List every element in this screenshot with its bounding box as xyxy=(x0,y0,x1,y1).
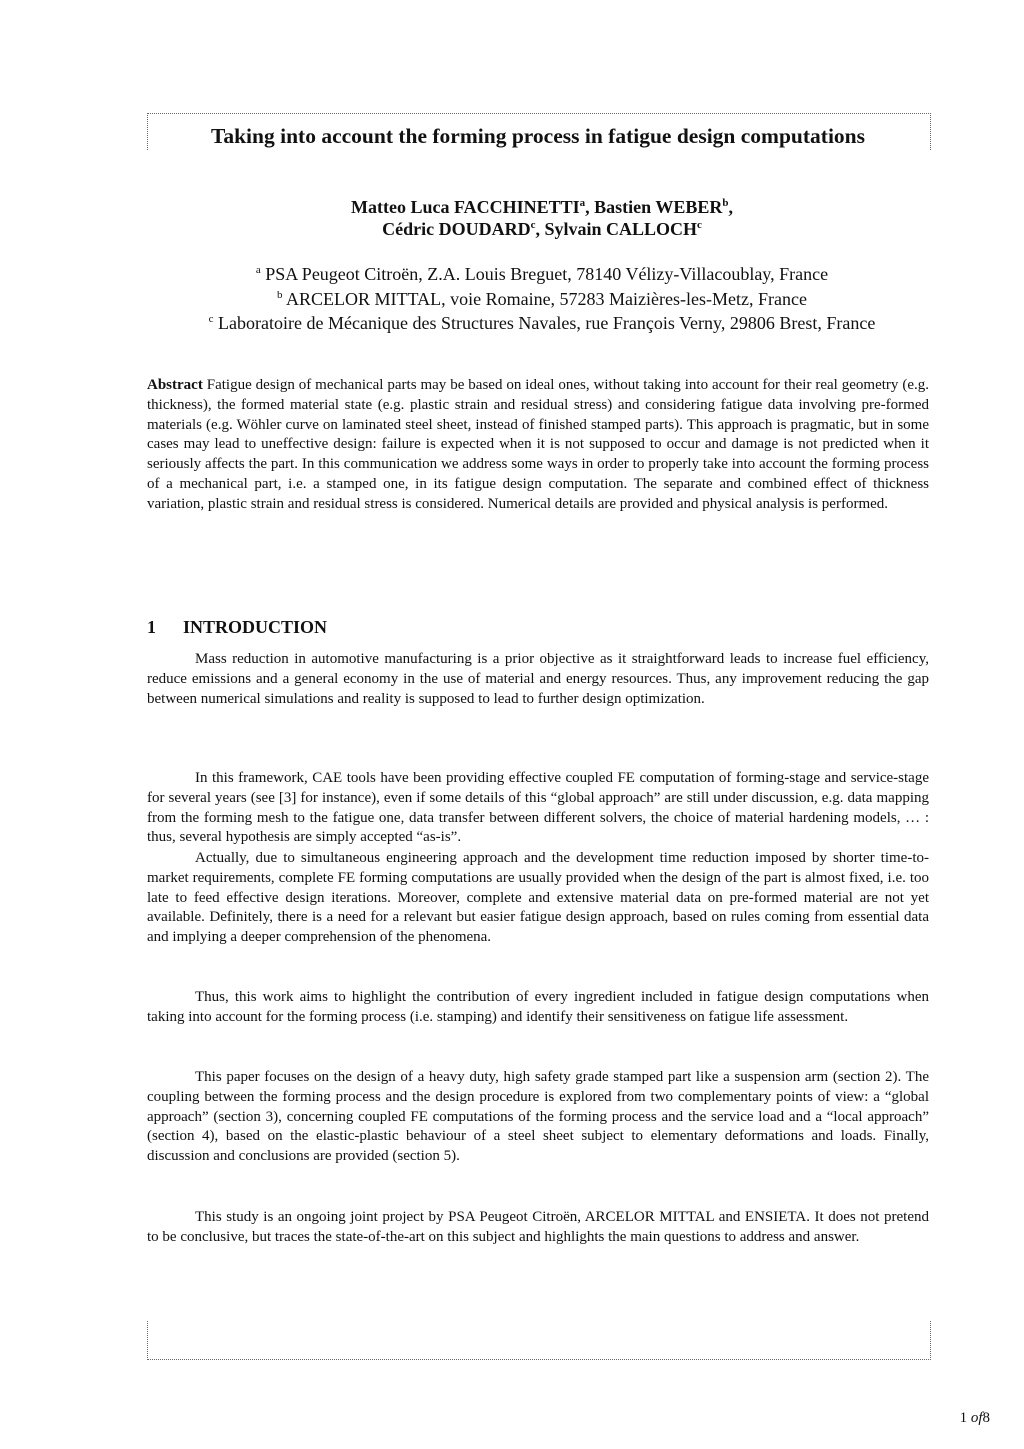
body-paragraph: This study is an ongoing joint project by PSA Peugeot Citroën, ARCELOR MITTAL and ENSIETA. It does not pretend to be conclusive, but traces the state-of-the-art on this subject and highlights the main questions to address and answer. xyxy=(147,1209,929,1245)
body-paragraph: In this framework, CAE tools have been providing effective coupled FE computation of forming-stage and service-stage for several years (see [3] for instance), even if some details of this “global approach” are still under discussion, e.g. data mapping from the forming mesh to the fatigue one, data transfer between different solvers, the choice of material hardening models, … : thus, several hypothesis are simply accepted “as-is”. xyxy=(147,770,929,846)
total-pages: 8 xyxy=(982,1410,990,1426)
affiliation xyxy=(100,287,984,312)
abstract xyxy=(147,376,929,515)
affiliation-text: PSA Peugeot Citroën, Z.A. Louis Breguet, 78140 Vélizy-Villacoublay, France xyxy=(265,264,829,284)
author-name: Bastien WEBER xyxy=(594,197,723,217)
page-number xyxy=(900,1410,990,1427)
body-paragraph: This paper focuses on the design of a heavy duty, high safety grade stamped part like a suspension arm (section 2). The coupling between the forming process and the design procedure is explored from two complementary points of view: a “global approach” (section 3), concerning coupled FE computations of the forming process and the service load and a “local approach” (section 4), based on the elastic-plastic behaviour of a steel sheet subject to elementary deformations and loads. Finally, discussion and conclusions are provided (section 5). xyxy=(147,1069,929,1165)
author-name: Cédric DOUDARD xyxy=(382,219,531,239)
author-name: Sylvain CALLOCH xyxy=(544,219,698,239)
affiliation-mark: a xyxy=(255,264,261,276)
footer-frame xyxy=(147,1321,931,1360)
body-paragraph: Thus, this work aims to highlight the contribution of every ingredient included in fatigue design computations when taking into account for the forming process (i.e. stamping) and identify their sensitiveness on fatigue life assessment. xyxy=(147,989,929,1025)
author-affiliation-mark: c xyxy=(697,219,702,231)
abstract-text: Fatigue design of mechanical parts may be based on ideal ones, without taking into account for their real geometry (e.g. thickness), the formed material state (e.g. plastic strain and residual stress) and considering fatigue data involving pre-formed materials (e.g. Wöhler curve on laminated steel sheet, instead of finished stamped parts). This approach is pragmatic, but in some cases may lead to uneffective design: failure is expected when it is not supposed to occur and damage is not predicted when it seriously affects the part. In this communication we address some ways in order to properly take into account the forming process of a mechanical part, i.e. a stamped one, in its fatigue design computation. The separate and combined effect of thickness variation, plastic strain and residual stress is considered. Numerical details are provided and physical analysis is performed. xyxy=(147,377,929,512)
body-paragraph: Mass reduction in automotive manufacturing is a prior objective as it straightforward leads to increase fuel efficiency, reduce emissions and a general economy in the use of material and energy resources. Thus, any improvement reducing the gap between numerical simulations and reality is supposed to lead to further design optimization. xyxy=(147,651,929,707)
page-of: of xyxy=(970,1410,983,1426)
affiliation-list xyxy=(100,262,984,336)
paper-title: Taking into account the forming process in fatigue design computations xyxy=(210,124,866,148)
affiliation-text: Laboratoire de Mécanique des Structures Navales, rue François Verny, 29806 Brest, France xyxy=(218,313,876,333)
body-paragraph: Actually, due to simultaneous engineering approach and the development time reduction imposed by shorter time-to-market requirements, complete FE forming computations are usually provided when the design of the part is almost fixed, i.e. too late to feed effective design iterations. Moreover, complete and extensive material data on pre-formed material are not yet available. Definitely, there is a need for a relevant but easier fatigue design approach, based on rules coming from essential data and implying a deeper comprehension of the phenomena. xyxy=(147,850,929,946)
section-number: 1 xyxy=(147,617,156,637)
current-page: 1 xyxy=(959,1410,968,1426)
section-title: INTRODUCTION xyxy=(183,617,328,637)
author-list xyxy=(100,196,984,240)
section-heading xyxy=(147,617,327,638)
affiliation-text: ARCELOR MITTAL, voie Romaine, 57283 Maizières-les-Metz, France xyxy=(286,288,807,309)
affiliation xyxy=(100,311,984,336)
affiliation-mark: b xyxy=(277,288,283,301)
affiliation-mark: c xyxy=(208,313,214,325)
author-line-1: Matteo Luca FACCHINETTI$^a$, Bastien WEBER$^b$, xyxy=(351,197,733,217)
author-affiliation-mark: b xyxy=(722,197,729,209)
author-name: Matteo Luca FACCHINETTI xyxy=(351,197,580,217)
author-affiliation-mark: a xyxy=(579,197,586,209)
abstract-label: Abstract xyxy=(147,377,203,393)
author-affiliation-mark: c xyxy=(530,219,536,231)
affiliation xyxy=(100,262,984,287)
author-line-2: Cédric DOUDARD$^c$, Sylvain CALLOCH$^c$ xyxy=(382,219,702,239)
